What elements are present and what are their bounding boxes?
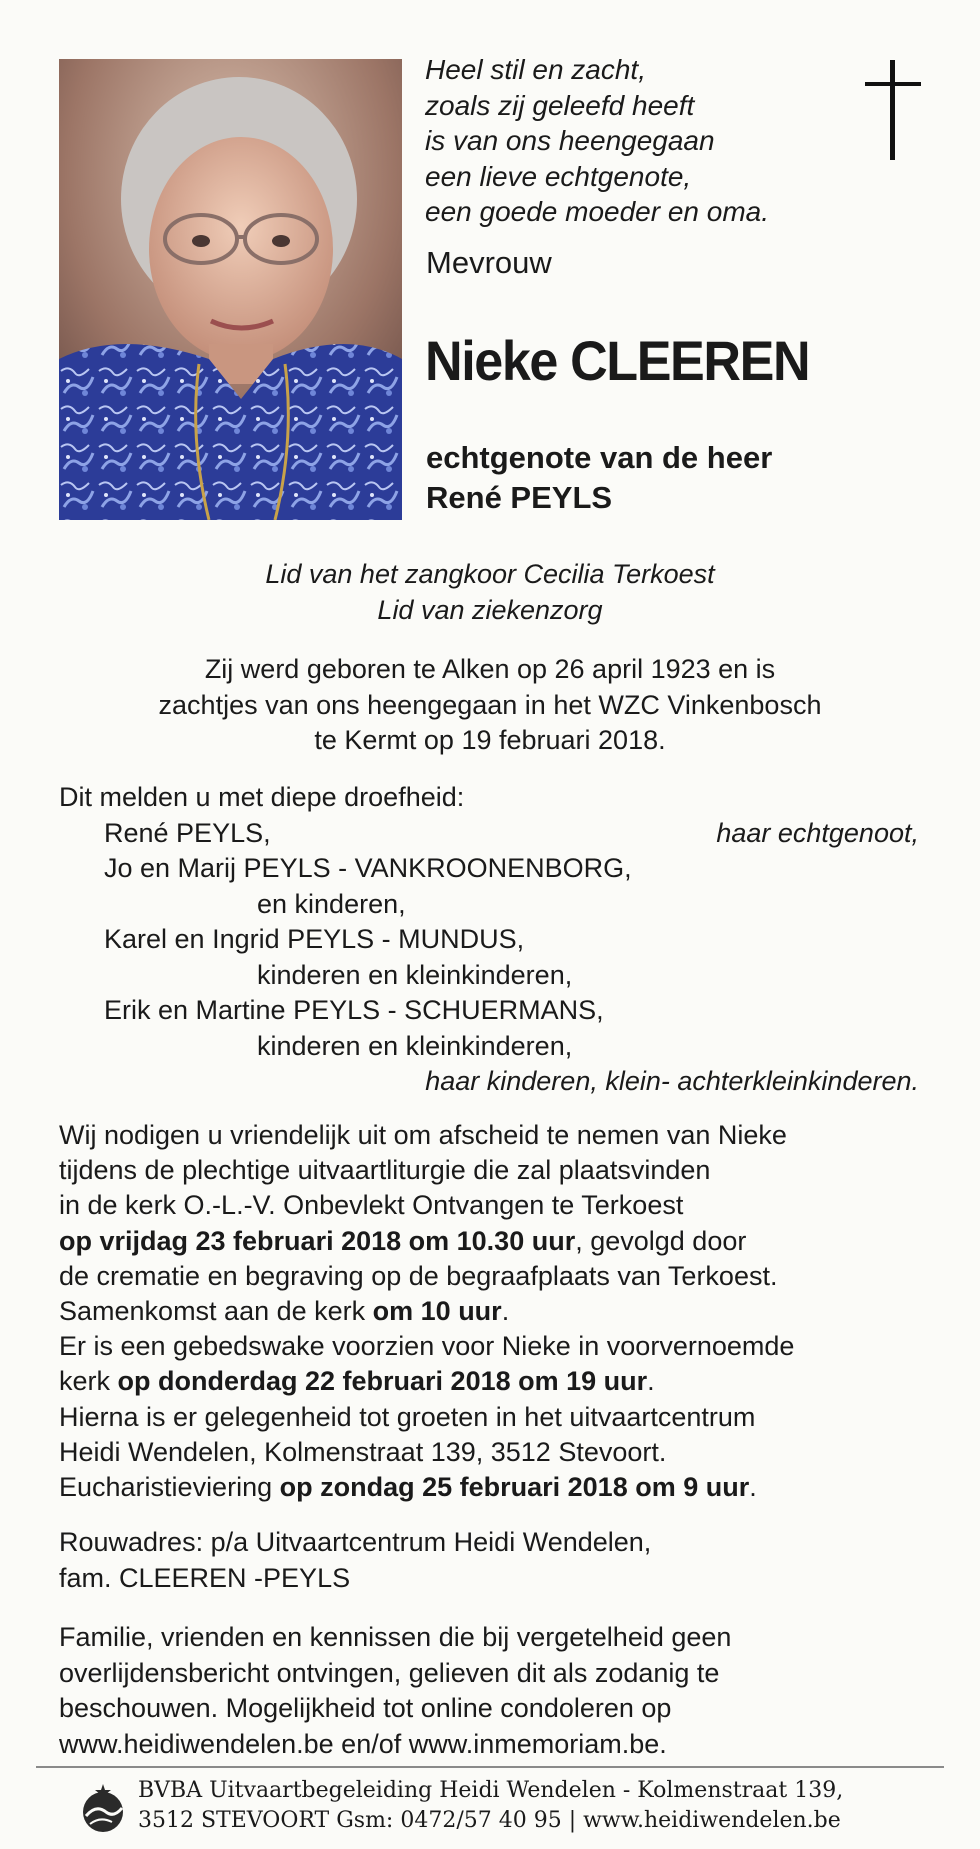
footer-divider: [36, 1766, 944, 1768]
address-line: fam. CLEEREN -PEYLS: [59, 1562, 351, 1593]
family-names: Erik en Martine PEYLS - SCHUERMANS,: [104, 995, 604, 1025]
eucharist-prefix: Eucharistieviering: [59, 1472, 280, 1503]
spouse-name: René PEYLS: [426, 480, 613, 515]
closing-line: beschouwen. Mogelijkheid tot online condoleren op: [59, 1693, 672, 1723]
birth-death-text: [0, 652, 980, 759]
wake-line: Er is een gebedswake voorzien voor Nieke in voorvernoemde: [59, 1331, 795, 1362]
funeral-date-rest: , gevolgd door: [575, 1225, 747, 1256]
spouse-entry: René PEYLS,: [104, 817, 271, 848]
greet-line: Hierna is er gelegenheid tot groeten in het uitvaartcentrum: [59, 1401, 756, 1432]
cross-icon: [865, 60, 921, 160]
funeral-home-logo-icon: [78, 1782, 128, 1834]
footer: [138, 1776, 843, 1836]
closing-line: overlijdensbericht ontvingen, gelieven dit als zodanig te: [59, 1657, 720, 1688]
poem-line: Heel stil en zacht,: [425, 54, 646, 85]
gathering-prefix: Samenkomst aan de kerk: [59, 1296, 373, 1327]
funeral-date: op vrijdag 23 februari 2018 om 10.30 uur: [59, 1225, 576, 1256]
footer-line: BVBA Uitvaartbegeleiding Heidi Wendelen - Kolmenstraat 139,: [138, 1778, 844, 1803]
membership-line: Lid van ziekenzorg: [377, 595, 603, 625]
gathering-row: [59, 1294, 939, 1329]
mourning-address: [59, 1525, 651, 1596]
poem-line: een lieve echtgenote,: [425, 160, 692, 192]
poem-line: een goede moeder en oma.: [425, 196, 770, 227]
family-names: Karel en Ingrid PEYLS - MUNDUS,: [104, 924, 525, 954]
eucharist-date: op zondag 25 februari 2018 om 9 uur: [279, 1472, 750, 1503]
funeral-date-row: [59, 1224, 939, 1259]
salutation: Mevrouw: [426, 245, 552, 280]
funeral-invitation: [59, 1118, 939, 1505]
family-announcement: [59, 780, 919, 1100]
memberships: [0, 556, 980, 628]
membership-line: Lid van het zangkoor Cecilia Terkoest: [265, 559, 715, 589]
closing-note: [59, 1620, 939, 1762]
portrait-illustration: [59, 59, 402, 520]
closing-line: Familie, vrienden en kennissen die bij vergetelheid geen: [59, 1622, 732, 1652]
poem: [425, 52, 825, 230]
family-names: Jo en Marij PEYLS - VANKROONENBORG,: [104, 853, 632, 883]
period: .: [647, 1366, 655, 1397]
eucharist-row: [59, 1470, 939, 1505]
invite-line: Wij nodigen u vriendelijk uit om afscheid te nemen van Nieke: [59, 1120, 787, 1150]
closing-line: www.heidiwendelen.be en/of www.inmemoriam.be.: [59, 1728, 667, 1759]
spouse-prefix: echtgenote van de heer: [426, 440, 773, 475]
portrait-photo: [59, 59, 402, 520]
greet-line: Heidi Wendelen, Kolmenstraat 139, 3512 Stevoort.: [59, 1436, 667, 1467]
family-sub: kinderen en kleinkinderen,: [257, 959, 573, 990]
period: .: [749, 1472, 757, 1503]
footer-line: 3512 STEVOORT Gsm: 0472/57 40 95 | www.heidiwendelen.be: [138, 1808, 841, 1833]
wake-row: [59, 1364, 939, 1399]
announcement-intro: Dit melden u met diepe droefheid:: [59, 782, 465, 812]
poem-line: zoals zij geleefd heeft: [425, 89, 695, 121]
deceased-name: Nieke CLEEREN: [425, 329, 810, 392]
period: .: [501, 1296, 510, 1327]
wake-date: op donderdag 22 februari 2018 om 19 uur: [117, 1366, 648, 1397]
wake-prefix: kerk: [59, 1366, 118, 1397]
gathering-time: om 10 uur: [372, 1296, 502, 1327]
children-role: haar kinderen, klein- achterkleinkinderen.: [425, 1066, 919, 1096]
spouse-row: [59, 816, 919, 852]
poem-line: is van ons heengegaan: [425, 125, 715, 156]
birth-death-line: te Kermt op 19 februari 2018.: [314, 725, 666, 755]
invite-line: de crematie en begraving op de begraafplaats van Terkoest.: [59, 1260, 778, 1291]
spouse-role: haar echtgenoot,: [716, 817, 919, 848]
birth-death-line: Zij werd geboren te Alken op 26 april 1923 en is: [204, 654, 776, 684]
address-line: Rouwadres: p/a Uitvaartcentrum Heidi Wendelen,: [59, 1527, 652, 1557]
invite-line: in de kerk O.-L.-V. Onbevlekt Ontvangen te Terkoest: [59, 1190, 684, 1221]
birth-death-line: zachtjes van ons heengegaan in het WZC Vinkenbosch: [158, 689, 822, 720]
family-sub: kinderen en kleinkinderen,: [257, 1030, 573, 1061]
family-sub: en kinderen,: [257, 888, 406, 919]
invite-line: tijdens de plechtige uitvaartliturgie die zal plaatsvinden: [59, 1155, 711, 1186]
